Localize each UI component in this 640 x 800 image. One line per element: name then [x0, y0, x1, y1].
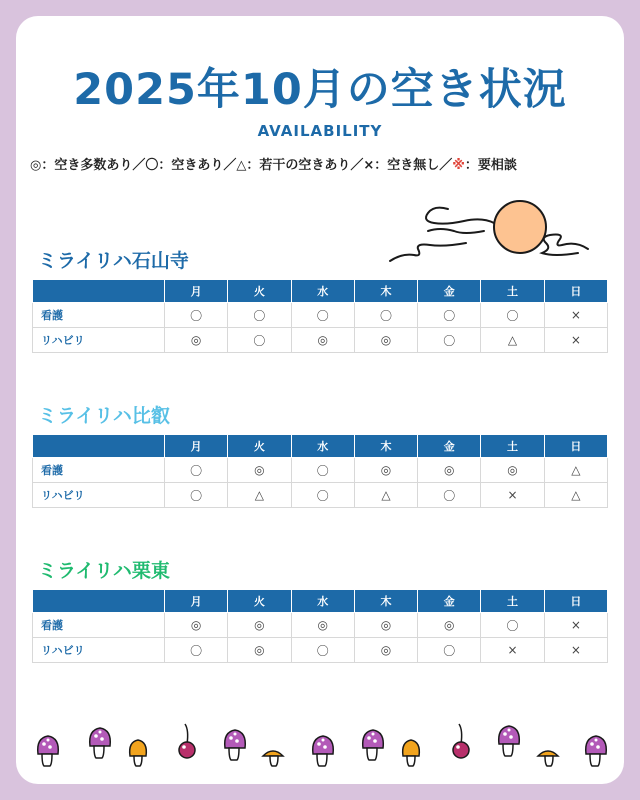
availability-cell: × — [544, 328, 607, 353]
symbol-legend — [30, 154, 620, 173]
row-label: 看護 — [33, 613, 165, 638]
availability-cell: ◎ — [354, 638, 417, 663]
availability-cell: 〇 — [291, 458, 354, 483]
availability-cell: 〇 — [418, 303, 481, 328]
row-label: リハビリ — [33, 328, 165, 353]
header-day: 木 — [354, 280, 417, 303]
availability-card — [16, 16, 624, 784]
header-day: 火 — [228, 435, 291, 458]
availability-cell: △ — [544, 458, 607, 483]
availability-table-2 — [32, 434, 608, 508]
legend-text: ◎：空き多数あり／〇：空きあり／△：若干の空きあり／×：空き無し／ — [30, 158, 453, 173]
header-day: 月 — [165, 280, 228, 303]
header-day: 木 — [354, 435, 417, 458]
availability-cell: × — [544, 303, 607, 328]
table-row — [33, 303, 608, 328]
availability-table-3 — [32, 589, 608, 663]
facility-name-3: ミライリハ栗東 — [38, 560, 170, 582]
availability-cell: 〇 — [291, 303, 354, 328]
availability-cell: ◎ — [354, 458, 417, 483]
availability-cell: △ — [481, 328, 544, 353]
availability-cell: × — [481, 483, 544, 508]
header-day: 日 — [544, 435, 607, 458]
availability-cell: ◎ — [354, 328, 417, 353]
availability-table-1 — [32, 279, 608, 353]
availability-cell: × — [544, 638, 607, 663]
availability-cell: ◎ — [418, 613, 481, 638]
availability-cell: × — [544, 613, 607, 638]
availability-cell: 〇 — [418, 328, 481, 353]
table-row — [33, 613, 608, 638]
availability-cell: 〇 — [165, 638, 228, 663]
legend-consult-mark: ※ — [452, 158, 465, 173]
header-day: 月 — [165, 435, 228, 458]
header-day: 火 — [228, 590, 291, 613]
availability-cell: 〇 — [291, 638, 354, 663]
availability-cell: 〇 — [165, 458, 228, 483]
page-title: 2025年10月の空き状況 — [73, 65, 567, 115]
availability-cell: △ — [228, 483, 291, 508]
row-label: リハビリ — [33, 483, 165, 508]
availability-cell: 〇 — [481, 613, 544, 638]
row-label: 看護 — [33, 458, 165, 483]
availability-cell: 〇 — [228, 303, 291, 328]
header-day: 土 — [481, 280, 544, 303]
header-corner — [33, 280, 165, 303]
table-row — [33, 328, 608, 353]
availability-cell: 〇 — [291, 483, 354, 508]
facility-name-1: ミライリハ石山寺 — [38, 250, 189, 272]
availability-cell: ◎ — [291, 328, 354, 353]
availability-cell: ◎ — [228, 458, 291, 483]
header-day: 水 — [291, 590, 354, 613]
table-row — [33, 638, 608, 663]
page-subtitle: AVAILABILITY — [257, 122, 383, 140]
row-label: リハビリ — [33, 638, 165, 663]
header-day: 金 — [418, 280, 481, 303]
facility-name-2: ミライリハ比叡 — [38, 405, 170, 427]
availability-cell: 〇 — [481, 303, 544, 328]
header-day: 日 — [544, 590, 607, 613]
availability-cell: ◎ — [418, 458, 481, 483]
availability-cell: 〇 — [418, 638, 481, 663]
header-corner — [33, 590, 165, 613]
table-row — [33, 458, 608, 483]
header-corner — [33, 435, 165, 458]
header-day: 金 — [418, 435, 481, 458]
availability-cell: 〇 — [418, 483, 481, 508]
availability-cell: × — [481, 638, 544, 663]
moon-cloud-illustration — [388, 191, 598, 271]
availability-cell: ◎ — [291, 613, 354, 638]
header-day: 月 — [165, 590, 228, 613]
availability-cell: ◎ — [228, 613, 291, 638]
availability-cell: 〇 — [165, 483, 228, 508]
header-day: 日 — [544, 280, 607, 303]
availability-cell: ◎ — [165, 328, 228, 353]
table-row — [33, 483, 608, 508]
availability-cell: ◎ — [228, 638, 291, 663]
table-header-row — [33, 590, 608, 613]
availability-cell: ◎ — [165, 613, 228, 638]
table-header-row — [33, 280, 608, 303]
availability-cell: 〇 — [228, 328, 291, 353]
availability-cell: △ — [544, 483, 607, 508]
availability-cell: 〇 — [165, 303, 228, 328]
mushroom-decoration — [16, 716, 624, 776]
header-day: 土 — [481, 435, 544, 458]
header-day: 火 — [228, 280, 291, 303]
availability-cell: △ — [354, 483, 417, 508]
header-day: 土 — [481, 590, 544, 613]
availability-cell: ◎ — [481, 458, 544, 483]
row-label: 看護 — [33, 303, 165, 328]
header-day: 水 — [291, 435, 354, 458]
header-day: 木 — [354, 590, 417, 613]
header-day: 金 — [418, 590, 481, 613]
legend-consult-text: ：要相談 — [464, 158, 517, 173]
availability-cell: ◎ — [354, 613, 417, 638]
table-header-row — [33, 435, 608, 458]
availability-cell: 〇 — [354, 303, 417, 328]
header-day: 水 — [291, 280, 354, 303]
